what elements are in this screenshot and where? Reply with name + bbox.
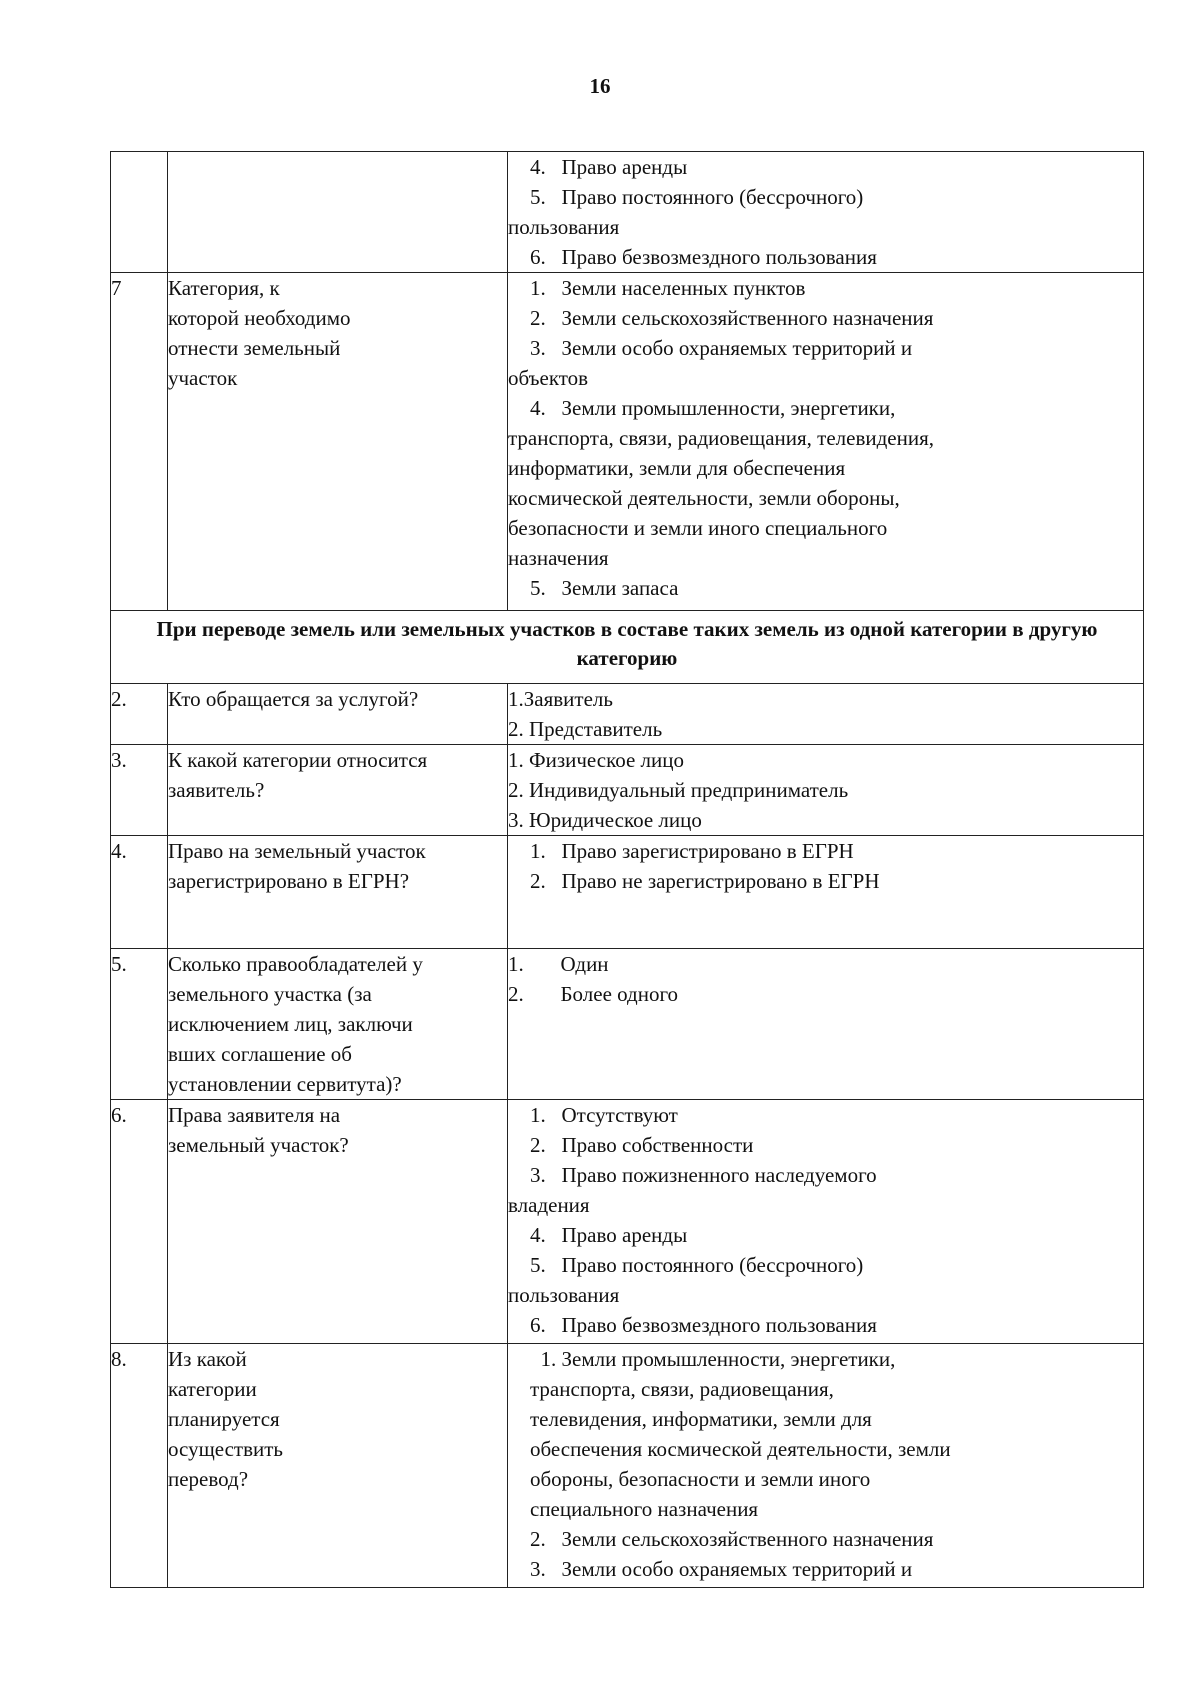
page-number: 16 [589, 74, 611, 98]
option-item: телевидения, информатики, земли для [530, 1407, 872, 1431]
services-table [110, 151, 1144, 1588]
question-text: Сколько правообладателей у земельного участка (за исключением лиц, заключи вших соглашение об установлении сервитута)? [168, 949, 508, 1100]
question-text: Право на земельный участок зарегистрировано в ЕГРН? [168, 836, 508, 949]
option-item: 3. Земли особо охраняемых территорий и [530, 1557, 913, 1581]
option-item: безопасности и земли иного специального [508, 516, 888, 540]
row-number-cell [111, 152, 168, 273]
question-text: Категория, к которой необходимо отнести земельный участок [168, 273, 508, 611]
table-row [111, 1344, 1144, 1588]
table-row [111, 1100, 1144, 1344]
options-list [508, 684, 1143, 744]
row-number: 7 [111, 273, 168, 611]
option-item: 2. Земли сельскохозяйственного назначения [530, 306, 934, 330]
question-text: Кто обращается за услугой? [168, 684, 508, 745]
row-number: 2. [111, 684, 168, 745]
options-cell [508, 1100, 1144, 1344]
option-item: 4. Право аренды [530, 1223, 688, 1247]
option-item: 3. Право пожизненного наследуемого [530, 1163, 877, 1187]
option-item: 2. Индивидуальный предприниматель [508, 778, 849, 802]
options-cell [508, 836, 1144, 949]
question-text: К какой категории относится заявитель? [168, 745, 508, 836]
options-cell [508, 745, 1144, 836]
question-cell [168, 152, 508, 273]
table-row [111, 684, 1144, 745]
option-item: 2. Право собственности [530, 1133, 754, 1157]
question-text: Права заявителя на земельный участок? [168, 1100, 508, 1344]
options-list [508, 1100, 1143, 1340]
question-text: Из какой категории планируется осуществить перевод? [168, 1344, 508, 1588]
option-item: 5. Право постоянного (бессрочного) [530, 1253, 864, 1277]
option-item: транспорта, связи, радиовещания, телевидения, [508, 426, 935, 450]
option-item: 4. Право аренды [530, 155, 688, 179]
option-item: 5. Земли запаса [530, 576, 679, 600]
option-item: 6. Право безвозмездного пользования [530, 1313, 877, 1337]
options-list [508, 1344, 1143, 1584]
section-heading: При переводе земель или земельных участков в составе таких земель из одной категории в другую категорию [111, 611, 1144, 684]
option-item: объектов [508, 366, 589, 390]
option-item: 6. Право безвозмездного пользования [530, 245, 877, 269]
option-item: транспорта, связи, радиовещания, [530, 1377, 834, 1401]
option-item: пользования [508, 215, 620, 239]
option-item: владения [508, 1193, 590, 1217]
table-row-continuation [111, 152, 1144, 273]
option-item: 1. Отсутствуют [530, 1103, 678, 1127]
options-cell [508, 1344, 1144, 1588]
table-row [111, 745, 1144, 836]
table-row-7 [111, 273, 1144, 611]
row-number: 5. [111, 949, 168, 1100]
option-item: 2. Более одного [508, 982, 679, 1006]
row-number: 6. [111, 1100, 168, 1344]
row-number: 4. [111, 836, 168, 949]
row-number: 3. [111, 745, 168, 836]
row-number: 8. [111, 1344, 168, 1588]
option-item: обеспечения космической деятельности, земли [530, 1437, 951, 1461]
option-item: 4. Земли промышленности, энергетики, [530, 396, 896, 420]
option-item: 3. Земли особо охраняемых территорий и [530, 336, 913, 360]
option-item: 2. Представитель [508, 717, 663, 741]
option-item: информатики, земли для обеспечения [508, 456, 846, 480]
options-list [508, 836, 1143, 896]
options-list [508, 949, 1143, 1009]
options-cell [508, 684, 1144, 745]
option-item: пользования [508, 1283, 620, 1307]
option-item: 1.Заявитель [508, 687, 613, 711]
option-item: 5. Право постоянного (бессрочного) [530, 185, 864, 209]
option-item: 3. Юридическое лицо [508, 808, 702, 832]
option-item: 1. Физическое лицо [508, 748, 685, 772]
option-item: специального назначения [530, 1497, 759, 1521]
option-item: 1. Земли населенных пунктов [530, 276, 806, 300]
option-item: 2. Земли сельскохозяйственного назначения [530, 1527, 934, 1551]
options-cell [508, 273, 1144, 611]
options-list [508, 152, 1143, 272]
options-cell [508, 949, 1144, 1100]
table-row [111, 836, 1144, 949]
option-item: 1. Один [508, 952, 609, 976]
option-item: космической деятельности, земли обороны, [508, 486, 900, 510]
options-list [508, 745, 1143, 835]
table-row [111, 949, 1144, 1100]
option-item: обороны, безопасности и земли иного [530, 1467, 871, 1491]
options-cell [508, 152, 1144, 273]
option-item: назначения [508, 546, 609, 570]
option-item: 1. Земли промышленности, энергетики, [530, 1347, 896, 1371]
options-list [508, 273, 1143, 603]
section-heading-row [111, 611, 1144, 684]
option-item: 2. Право не зарегистрировано в ЕГРН [530, 869, 880, 893]
option-item: 1. Право зарегистрировано в ЕГРН [530, 839, 854, 863]
